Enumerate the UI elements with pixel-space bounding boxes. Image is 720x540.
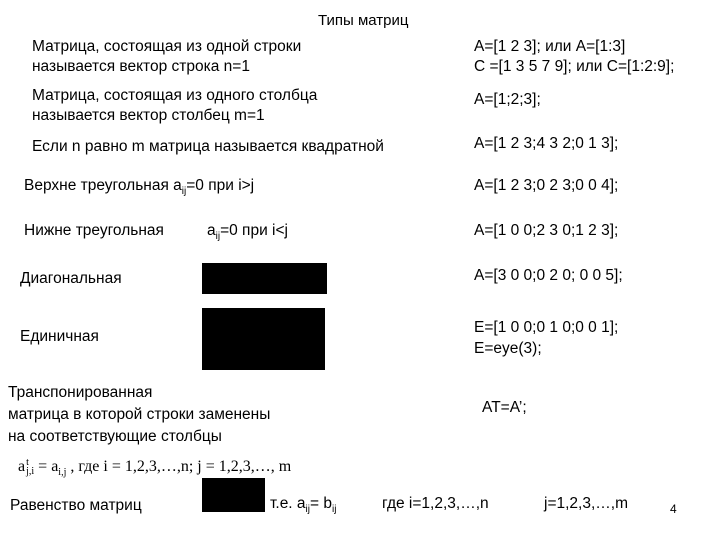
transpose-line-2: матрица в которой строки заменены <box>8 406 271 423</box>
transpose-formula: a t j,i = $a_{i,j}$ , где i = 1,2,3,…,n; j = 1,2,3,…, m <box>18 457 292 479</box>
lower-triangular-code: A=[1 0 0;2 3 0;1 2 3]; <box>474 222 619 239</box>
identity-code-2: E=eye(3); <box>474 340 542 357</box>
square-matrix-code: A=[1 2 3;4 3 2;0 1 3]; <box>474 135 619 152</box>
row-vector-code-2: C =[1 3 5 7 9]; или C=[1:2:9]; <box>474 58 675 75</box>
transpose-line-3: на соответствующие столбцы <box>8 428 222 445</box>
identity-matrix-image <box>202 308 325 370</box>
square-matrix-text: Если n равно m матрица называется квадратной <box>32 138 384 155</box>
upper-triangular-code: A=[1 2 3;0 2 3;0 0 4]; <box>474 177 619 194</box>
column-vector-code: A=[1;2;3]; <box>474 91 541 108</box>
equality-formula-image <box>202 478 265 512</box>
equality-text: Равенство матриц <box>10 497 142 514</box>
diagonal-text: Диагональная <box>20 270 122 287</box>
equality-condition: т.е. $a_{ij}= b_{ij}$ <box>270 495 337 516</box>
lower-triangular-condition: $a_{ij}=0$ при i<j <box>207 222 288 243</box>
transpose-code: AT=A’; <box>482 399 527 416</box>
upper-triangular-text: Верхне треугольная $a_{ij}=0$ при i>j <box>24 177 255 198</box>
column-vector-line-2: называется вектор столбец m=1 <box>32 107 265 124</box>
row-vector-line-2: называется вектор строка n=1 <box>32 58 250 75</box>
row-vector-code-1: A=[1 2 3]; или A=[1:3] <box>474 38 626 55</box>
page-number: 4 <box>670 502 677 516</box>
column-vector-line-1: Матрица, состоящая из одного столбца <box>32 87 318 104</box>
equality-range-j: j=1,2,3,…,m <box>544 495 628 512</box>
transpose-line-1: Транспонированная <box>8 384 153 401</box>
equality-range-i: где i=1,2,3,…,n <box>382 495 489 512</box>
diagonal-matrix-image <box>202 263 327 294</box>
lower-triangular-text: Нижне треугольная <box>24 222 164 239</box>
row-vector-line-1: Матрица, состоящая из одной строки <box>32 38 302 55</box>
identity-text: Единичная <box>20 328 99 345</box>
diagonal-code: A=[3 0 0;0 2 0; 0 0 5]; <box>474 267 623 284</box>
identity-code-1: E=[1 0 0;0 1 0;0 0 1]; <box>474 319 619 336</box>
page-title: Типы матриц <box>318 12 409 29</box>
